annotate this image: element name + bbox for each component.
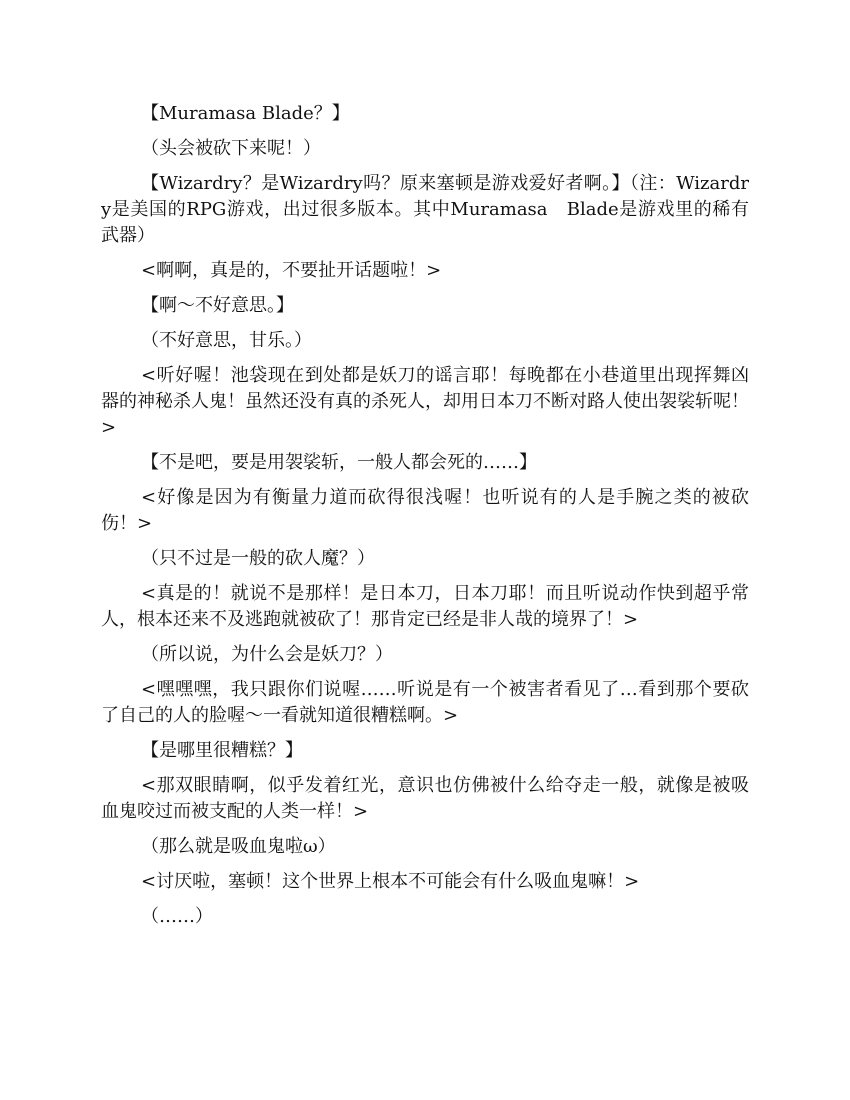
paragraph: <听好喔！池袋现在到处都是妖刀的谣言耶！每晚都在小巷道里出现挥舞凶器的神秘杀人鬼！虽然还没有真的杀死人，却用日本刀不断对路人使出袈裟斩呢！> — [101, 365, 749, 438]
paragraph: （不好意思，甘乐。） — [141, 330, 312, 351]
paragraph: （只不过是一般的砍人魔？） — [141, 548, 375, 569]
paragraph: （……） — [141, 906, 213, 927]
paragraph: 【Muramasa Blade？】 — [141, 103, 350, 124]
paragraph: （头会被砍下来呢！） — [141, 138, 321, 159]
paragraph: <好像是因为有衡量力道而砍得很浅喔！也听说有的人是手腕之类的被砍伤！> — [101, 487, 749, 534]
paragraph: <讨厌啦，塞顿！这个世界上根本不可能会有什么吸血鬼嘛！> — [141, 871, 640, 892]
paragraph: （所以说，为什么会是妖刀？） — [141, 644, 393, 665]
paragraph: <那双眼睛啊，似乎发着红光，意识也仿佛被什么给夺走一般，就像是被吸血鬼咬过而被支配的人类一样！> — [101, 775, 749, 822]
paragraph: 【不是吧，要是用袈裟斩，一般人都会死的……】 — [141, 452, 537, 473]
paragraph: 【是哪里很糟糕？】 — [141, 740, 303, 761]
paragraph: <真是的！就说不是那样！是日本刀，日本刀耶！而且听说动作快到超乎常人，根本还来不及逃跑就被砍了！那肯定已经是非人哉的境界了！> — [101, 583, 749, 630]
paragraph: <啊啊，真是的，不要扯开话题啦！> — [141, 260, 442, 281]
document-body — [101, 101, 749, 939]
paragraph: 【啊～不好意思。】 — [141, 295, 294, 316]
paragraph: <嘿嘿嘿，我只跟你们说喔……听说是有一个被害者看见了…看到那个要砍了自己的人的脸喔～一看就知道很糟糕啊。> — [101, 679, 749, 726]
paragraph: 【Wizardry？是Wizardry吗？原来塞顿是游戏爱好者啊。】（注：Wizardry是美国的RPG游戏，出过很多版本。其中Muramasa Blade是游戏里的稀有武器） — [101, 173, 749, 246]
paragraph: （那么就是吸血鬼啦ω） — [141, 836, 336, 857]
